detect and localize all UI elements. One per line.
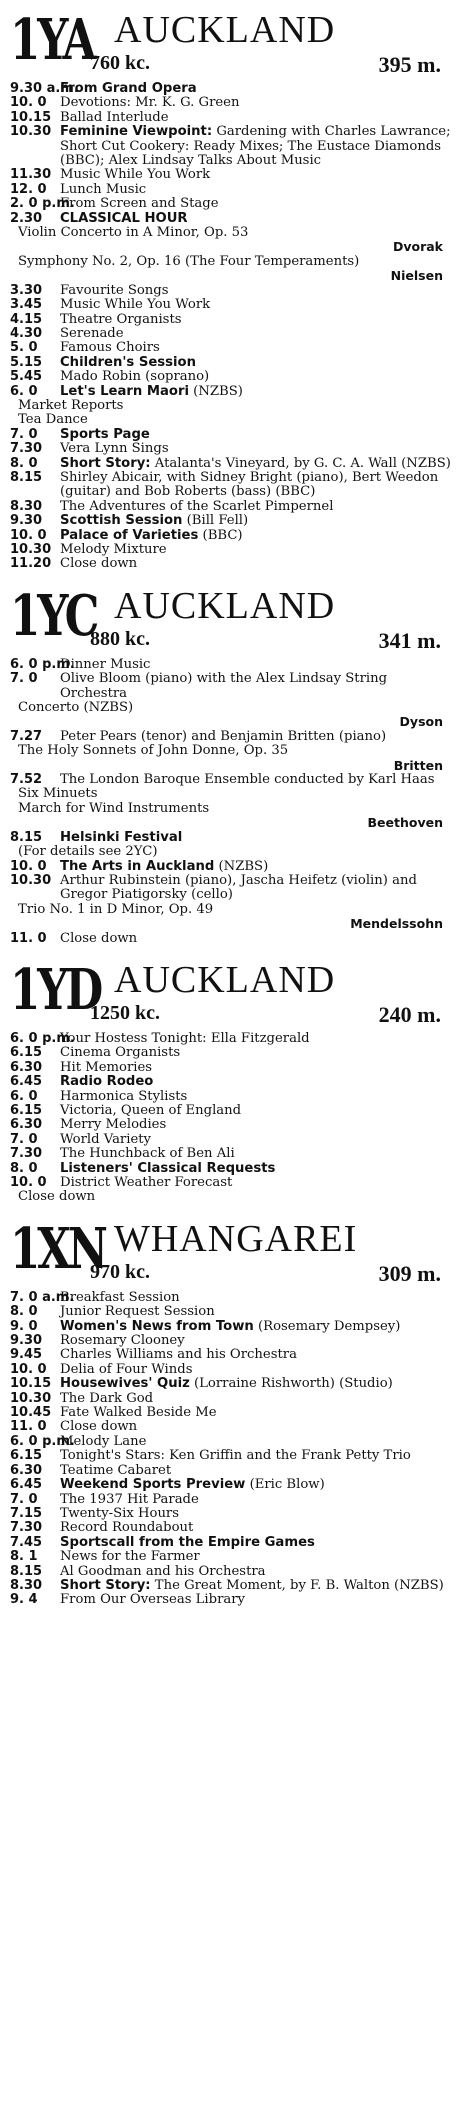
station-section xyxy=(10,956,455,1205)
programme-title: (For details see 2YC) xyxy=(18,844,158,860)
programme-title: Sports Page xyxy=(60,426,150,442)
programme-time: 10.30 xyxy=(10,542,52,557)
programme-item xyxy=(10,1363,455,1377)
programme-time: 10.30 xyxy=(10,872,52,888)
station-header xyxy=(10,1215,455,1291)
programme-time: 12. 0 xyxy=(10,181,47,197)
programme-time: 9.30 xyxy=(10,1333,43,1349)
station-wavelength: 395 m. xyxy=(378,52,441,77)
programme-item xyxy=(10,370,455,384)
programme-time: 10. 0 xyxy=(10,1361,47,1377)
programme-time: 4.15 xyxy=(10,311,43,327)
station-city: WHANGAREI xyxy=(114,1217,358,1260)
programme-item xyxy=(10,471,455,500)
station-callsign: 1YD xyxy=(10,956,101,1023)
programme-item xyxy=(10,1320,455,1334)
programme-time: 10. 0 xyxy=(10,1175,47,1190)
programme-title: Violin Concerto in A Minor, Op. 53 xyxy=(18,225,249,241)
programme-title: Concerto (NZBS) xyxy=(18,700,134,716)
programme-item xyxy=(10,1420,455,1434)
programme-title: Close down xyxy=(60,930,138,946)
programme-time: 6. 0 p.m. xyxy=(10,656,75,672)
programme-item xyxy=(10,1147,455,1161)
programme-title: Feminine Viewpoint: xyxy=(60,124,213,140)
programme-time: 6. 0 xyxy=(10,383,38,399)
programme-item xyxy=(10,672,455,701)
programme-title: Women's News from Town xyxy=(60,1318,254,1334)
programme-item xyxy=(10,1334,455,1348)
programme-item xyxy=(10,212,455,226)
programme-item xyxy=(10,356,455,370)
programme-title: From Grand Opera xyxy=(60,81,197,96)
station-city: AUCKLAND xyxy=(114,958,336,1001)
programme-title: Close down xyxy=(18,1189,96,1205)
programme-item xyxy=(10,1176,455,1190)
programme-composer: Beethoven xyxy=(367,815,443,831)
programme-title: Housewives' Quiz xyxy=(60,1376,190,1392)
programme-time: 7.27 xyxy=(10,728,43,744)
programme-time: 6.30 xyxy=(10,1462,43,1478)
station-city: AUCKLAND xyxy=(114,584,336,627)
station-frequency: 970 kc. xyxy=(90,1260,150,1283)
programme-title: Al Goodman and his Orchestra xyxy=(60,1563,266,1579)
programme-title: Scottish Session xyxy=(60,513,183,529)
programme-item xyxy=(10,1133,455,1147)
programme-item xyxy=(10,327,455,341)
programme-title: District Weather Forecast xyxy=(60,1175,233,1190)
programme-item xyxy=(10,1464,455,1478)
programme-title: The Holy Sonnets of John Donne, Op. 35 xyxy=(18,743,289,759)
programme-item xyxy=(10,197,455,211)
programme-title: The Arts in Auckland xyxy=(60,858,215,874)
programme-title: Shirley Abicair, with Sidney Bright (piano), Bert Weedon (guitar) and Bob Roberts (bass) (BBC) xyxy=(60,469,439,500)
programme-title: Helsinki Festival xyxy=(60,829,183,845)
station-header xyxy=(10,6,455,82)
station-section xyxy=(10,582,455,946)
programme-item xyxy=(10,1536,455,1550)
programme-time: 7.52 xyxy=(10,772,43,788)
programme-item xyxy=(10,1579,455,1593)
programme-title: Melody Mixture xyxy=(60,542,167,557)
programme-title: Peter Pears (tenor) and Benjamin Britten (piano) xyxy=(60,728,387,744)
programme-title: Children's Session xyxy=(60,354,196,370)
programme-item xyxy=(10,1348,455,1362)
programme-time: 8.30 xyxy=(10,498,43,514)
programme-composer: Dyson xyxy=(399,714,443,730)
programme-list xyxy=(10,1291,455,1608)
programme-title: Harmonica Stylists xyxy=(60,1088,188,1104)
programme-list xyxy=(10,82,455,572)
programme-time: 9.45 xyxy=(10,1347,43,1363)
programme-title: Junior Request Session xyxy=(60,1304,215,1320)
programme-item xyxy=(10,1032,455,1046)
programme-time: 9. 0 xyxy=(10,1318,38,1334)
programme-item xyxy=(10,932,455,946)
programme-time: 8.15 xyxy=(10,469,43,485)
programme-time: 11.20 xyxy=(10,556,52,572)
programme-item xyxy=(10,557,455,571)
programme-title: News for the Farmer xyxy=(60,1549,200,1565)
programme-item xyxy=(10,1406,455,1420)
programme-item xyxy=(10,903,455,932)
programme-title: Fate Walked Beside Me xyxy=(60,1405,217,1421)
programme-title: Record Roundabout xyxy=(60,1520,194,1536)
programme-item xyxy=(10,442,455,456)
station-section xyxy=(10,1215,455,1608)
programme-item xyxy=(10,457,455,471)
programme-time: 6.15 xyxy=(10,1448,43,1464)
programme-time: 8.30 xyxy=(10,1577,43,1593)
programme-title: From Screen and Stage xyxy=(60,196,219,212)
station-header xyxy=(10,956,455,1032)
programme-title: Sportscall from the Empire Games xyxy=(60,1534,315,1550)
programme-title: Mado Robin (soprano) xyxy=(60,369,210,385)
programme-title: Your Hostess Tonight: Ella Fitzgerald xyxy=(60,1030,310,1046)
programme-time: 11. 0 xyxy=(10,1419,47,1435)
programme-title: Trio No. 1 in D Minor, Op. 49 xyxy=(18,901,214,917)
programme-title: The 1937 Hit Parade xyxy=(60,1491,199,1507)
station-header xyxy=(10,582,455,658)
programme-time: 10.15 xyxy=(10,1376,52,1392)
programme-title: Twenty-Six Hours xyxy=(60,1505,180,1521)
programme-title: World Variety xyxy=(60,1131,152,1147)
programme-item xyxy=(10,428,455,442)
programme-title: Rosemary Clooney xyxy=(60,1333,185,1349)
programme-item xyxy=(10,255,455,284)
programme-item xyxy=(10,773,455,787)
station-frequency: 760 kc. xyxy=(90,52,150,74)
programme-item xyxy=(10,1118,455,1132)
programme-title: Radio Rodeo xyxy=(60,1074,154,1090)
programme-item xyxy=(10,860,455,874)
programme-title: Short Story: xyxy=(60,455,151,471)
programme-time: 6.15 xyxy=(10,1102,43,1118)
programme-time: 8. 0 xyxy=(10,1304,38,1320)
programme-item xyxy=(10,1392,455,1406)
programme-title: Merry Melodies xyxy=(60,1117,167,1133)
programme-time: 7. 0 a.m. xyxy=(10,1289,75,1305)
programme-title: Six Minuets xyxy=(18,786,98,802)
programme-title: Ballad Interlude xyxy=(60,109,169,125)
programme-title: Listeners' Classical Requests xyxy=(60,1160,276,1176)
programme-title: The Hunchback of Ben Ali xyxy=(60,1146,235,1162)
programme-item xyxy=(10,1075,455,1089)
station-callsign: 1XN xyxy=(10,1215,105,1282)
programme-time: 6. 0 xyxy=(10,1088,38,1104)
programme-title: Devotions: Mr. K. G. Green xyxy=(60,95,240,111)
programme-title: Delia of Four Winds xyxy=(60,1361,193,1377)
programme-item xyxy=(10,874,455,903)
programme-time: 2. 0 p.m. xyxy=(10,196,75,212)
station-frequency: 1250 kc. xyxy=(90,1001,160,1024)
programme-title: Let's Learn Maori xyxy=(60,383,189,399)
programme-item xyxy=(10,514,455,528)
programme-item xyxy=(10,802,455,831)
programme-title: Vera Lynn Sings xyxy=(60,441,169,457)
programme-title: Music While You Work xyxy=(60,297,211,313)
programme-title: Breakfast Session xyxy=(60,1289,180,1305)
programme-time: 8. 1 xyxy=(10,1549,38,1565)
programme-time: 6.30 xyxy=(10,1059,43,1075)
programme-item xyxy=(10,1435,455,1449)
programme-time: 8.15 xyxy=(10,829,43,845)
programme-composer: Nielsen xyxy=(390,268,443,284)
programme-time: 10.30 xyxy=(10,124,52,140)
programme-time: 3.45 xyxy=(10,297,43,313)
programme-title: Short Story: xyxy=(60,1577,151,1593)
programme-title: Dinner Music xyxy=(60,656,151,672)
programme-time: 6.15 xyxy=(10,1045,43,1061)
programme-title: Market Reports xyxy=(18,397,124,413)
programme-title: Close down xyxy=(60,556,138,572)
programme-title: Victoria, Queen of England xyxy=(60,1102,242,1118)
programme-time: 10. 0 xyxy=(10,858,47,874)
programme-item xyxy=(10,1046,455,1060)
programme-title: Symphony No. 2, Op. 16 (The Four Temperaments) xyxy=(18,253,360,269)
programme-title: The Dark God xyxy=(60,1390,154,1406)
programme-list xyxy=(10,658,455,946)
programme-time: 10. 0 xyxy=(10,95,47,111)
programme-time: 5.15 xyxy=(10,354,43,370)
programme-time: 7.30 xyxy=(10,1146,43,1162)
programme-item xyxy=(10,701,455,730)
programme-item xyxy=(10,385,455,399)
programme-item xyxy=(10,226,455,255)
programme-title: Olive Bloom (piano) with the Alex Lindsay String Orchestra xyxy=(60,671,388,701)
programme-item xyxy=(10,183,455,197)
programme-title: Weekend Sports Preview xyxy=(60,1477,246,1493)
programme-time: 5.45 xyxy=(10,369,43,385)
programme-item xyxy=(10,284,455,298)
programme-note: (Bill Fell) xyxy=(186,513,249,529)
programme-time: 4.30 xyxy=(10,325,43,341)
programme-note: The Great Moment, by F. B. Walton (NZBS) xyxy=(154,1577,444,1593)
programme-item xyxy=(10,831,455,845)
programme-item xyxy=(10,96,455,110)
programme-list xyxy=(10,1032,455,1205)
programme-composer: Britten xyxy=(393,757,443,773)
programme-item xyxy=(10,82,455,96)
programme-item xyxy=(10,341,455,355)
programme-time: 6. 0 p.m. xyxy=(10,1030,75,1046)
station-section xyxy=(10,6,455,572)
programme-title: Theatre Organists xyxy=(60,311,182,327)
programme-item xyxy=(10,1593,455,1607)
programme-title: Palace of Varieties xyxy=(60,527,199,543)
programme-time: 10.45 xyxy=(10,1405,52,1421)
programme-time: 9. 4 xyxy=(10,1592,38,1608)
programme-item xyxy=(10,1550,455,1564)
station-wavelength: 309 m. xyxy=(378,1260,441,1286)
programme-item xyxy=(10,111,455,125)
programme-item xyxy=(10,658,455,672)
programme-title: Hit Memories xyxy=(60,1059,153,1075)
station-callsign: 1YA xyxy=(10,7,94,73)
programme-item xyxy=(10,730,455,744)
programme-title: Tonight's Stars: Ken Griffin and the Frank Petty Trio xyxy=(60,1448,411,1464)
programme-item xyxy=(10,529,455,543)
programme-title: Close down xyxy=(60,1419,138,1435)
programme-item xyxy=(10,298,455,312)
programme-item xyxy=(10,787,455,801)
programme-title: The London Baroque Ensemble conducted by Karl Haas xyxy=(60,772,435,788)
programme-time: 6.45 xyxy=(10,1477,43,1493)
programme-title: Melody Lane xyxy=(60,1433,147,1449)
station-frequency: 880 kc. xyxy=(90,627,150,650)
programme-time: 8. 0 xyxy=(10,1160,38,1176)
programme-time: 10.30 xyxy=(10,1390,52,1406)
programme-item xyxy=(10,1190,455,1204)
programme-title: Arthur Rubinstein (piano), Jascha Heifetz (violin) and Gregor Piatigorsky (cello) xyxy=(60,872,417,903)
programme-time: 7.45 xyxy=(10,1534,43,1550)
programme-note: (NZBS) xyxy=(218,858,269,874)
programme-item xyxy=(10,1291,455,1305)
programme-item xyxy=(10,1104,455,1118)
programme-item xyxy=(10,543,455,557)
programme-time: 11. 0 xyxy=(10,930,47,946)
programme-time: 7. 0 xyxy=(10,1491,38,1507)
programme-time: 9.30 xyxy=(10,513,43,529)
programme-time: 7.30 xyxy=(10,1520,43,1536)
programme-title: Serenade xyxy=(60,325,124,341)
programme-note: (NZBS) xyxy=(193,383,243,399)
programme-time: 9.30 a.m. xyxy=(10,81,79,96)
programme-title: Lunch Music xyxy=(60,181,147,197)
programme-time: 7. 0 xyxy=(10,426,38,442)
station-callsign: 1YC xyxy=(10,582,97,649)
programme-composer: Mendelssohn xyxy=(350,916,443,932)
programme-item xyxy=(10,1377,455,1391)
programme-item xyxy=(10,1162,455,1176)
programme-note: Atalanta's Vineyard, by G. C. A. Wall (NZBS) xyxy=(154,455,451,471)
programme-time: 3.30 xyxy=(10,282,43,298)
programme-item xyxy=(10,1061,455,1075)
programme-composer: Dvorak xyxy=(392,239,443,255)
programme-item xyxy=(10,1449,455,1463)
programme-note: (BBC) xyxy=(202,527,243,543)
programme-note: (Rosemary Dempsey) xyxy=(258,1318,401,1334)
programme-item xyxy=(10,500,455,514)
programme-time: 10. 0 xyxy=(10,527,47,543)
station-wavelength: 240 m. xyxy=(378,1001,441,1027)
programme-title: March for Wind Instruments xyxy=(18,800,210,816)
programme-title: Favourite Songs xyxy=(60,282,169,298)
programme-time: 7. 0 xyxy=(10,671,38,687)
programme-note: Gardening with Charles Lawrance; Short Cut Cookery: Ready Mixes; The Eustace Diamonds (BBC); Alex Lindsay Talks About Music xyxy=(60,124,451,169)
programme-item xyxy=(10,1507,455,1521)
programme-time: 2.30 xyxy=(10,210,43,226)
programme-item xyxy=(10,168,455,182)
station-wavelength: 341 m. xyxy=(378,627,441,653)
programme-time: 6.30 xyxy=(10,1117,43,1133)
programme-title: CLASSICAL HOUR xyxy=(60,210,188,226)
programme-time: 7.30 xyxy=(10,441,43,457)
programme-title: Teatime Cabaret xyxy=(60,1462,172,1478)
programme-item xyxy=(10,1565,455,1579)
programme-time: 7.15 xyxy=(10,1505,43,1521)
programme-item xyxy=(10,845,455,859)
programme-item xyxy=(10,1090,455,1104)
station-city: AUCKLAND xyxy=(114,9,336,51)
programme-time: 7. 0 xyxy=(10,1131,38,1147)
programme-note: (Lorraine Rishworth) (Studio) xyxy=(194,1376,393,1392)
programme-title: Cinema Organists xyxy=(60,1045,181,1061)
programme-title: From Our Overseas Library xyxy=(60,1592,245,1608)
programme-time: 10.15 xyxy=(10,109,52,125)
programme-item xyxy=(10,1521,455,1535)
programme-item xyxy=(10,413,455,427)
programme-item xyxy=(10,1493,455,1507)
programme-item xyxy=(10,1305,455,1319)
programme-time: 8. 0 xyxy=(10,455,38,471)
programme-item xyxy=(10,313,455,327)
programme-time: 11.30 xyxy=(10,167,52,183)
programme-title: Music While You Work xyxy=(60,167,211,183)
programme-time: 6.45 xyxy=(10,1074,43,1090)
programme-time: 5. 0 xyxy=(10,340,38,356)
programme-time: 8.15 xyxy=(10,1563,43,1579)
programme-title: The Adventures of the Scarlet Pimpernel xyxy=(60,498,334,514)
programme-title: Tea Dance xyxy=(18,412,88,428)
programme-title: Famous Choirs xyxy=(60,340,160,356)
programme-time: 6. 0 p.m. xyxy=(10,1433,75,1449)
programme-item xyxy=(10,399,455,413)
programme-item xyxy=(10,1478,455,1492)
programme-note: (Eric Blow) xyxy=(249,1477,325,1493)
programme-title: Charles Williams and his Orchestra xyxy=(60,1347,297,1363)
programme-item xyxy=(10,744,455,773)
programme-item xyxy=(10,125,455,168)
